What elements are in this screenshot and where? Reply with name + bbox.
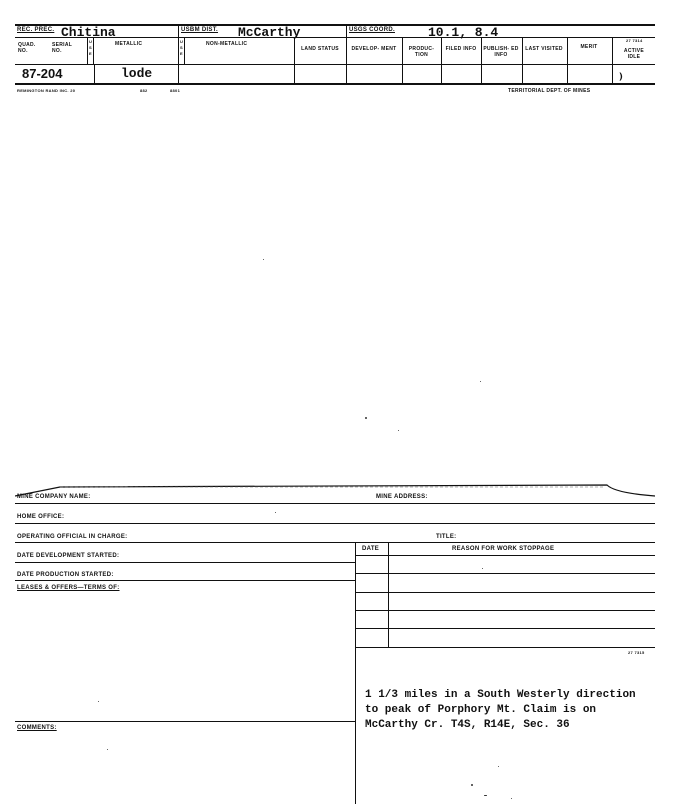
divider [355, 592, 655, 593]
date-production-started-label: DATE PRODUCTION STARTED: [17, 572, 114, 578]
speck [263, 259, 264, 260]
divider [178, 64, 179, 83]
speck [511, 798, 512, 799]
speck [471, 784, 473, 786]
divider [441, 37, 442, 83]
quad-serial-value: 87-204 [22, 66, 63, 81]
usgs-coord-label: USGS COORD. [349, 27, 395, 33]
speck [365, 417, 367, 419]
divider [355, 610, 655, 611]
footer-code-2: 8801 [170, 88, 181, 93]
form-number-bottom: 27 7315 [628, 650, 645, 655]
divider [355, 628, 655, 629]
merit-header: MERIT [580, 44, 598, 50]
location-note-line: McCarthy Cr. T4S, R14E, Sec. 36 [365, 719, 570, 731]
department-imprint: TERRITORIAL DEPT. OF MINES [508, 88, 591, 94]
last-visited-header: LAST VISITED [525, 46, 563, 52]
divider [355, 555, 655, 556]
home-office-label: HOME OFFICE: [17, 514, 65, 520]
mine-address-label: MINE ADDRESS: [376, 494, 428, 500]
speck [398, 430, 399, 431]
quad-no-header: QUAD. NO. [18, 42, 36, 54]
non-metallic-header: NON-METALLIC [206, 41, 248, 47]
speck [107, 749, 108, 750]
divider [184, 37, 185, 64]
divider [402, 37, 403, 83]
speck [482, 568, 483, 569]
location-note-line: 1 1/3 miles in a South Westerly direction [365, 689, 636, 701]
divider [15, 503, 655, 504]
divider [15, 542, 655, 543]
production-header: PRODUC- TION [408, 46, 435, 58]
column-header-divider [15, 64, 655, 65]
divider [567, 37, 568, 83]
location-note-line: to peak of Porphory Mt. Claim is on [365, 704, 597, 716]
divider [93, 37, 94, 64]
divider [94, 64, 95, 83]
speck [480, 381, 481, 382]
active-idle-mark: ⁾ [616, 72, 626, 90]
active-idle-header: ACTIVE IDLE [623, 48, 645, 60]
right-column-border [355, 542, 356, 804]
mine-company-name-label: MINE COMPANY NAME: [17, 494, 91, 500]
metallic-value: lode [121, 66, 153, 81]
published-info-header: PUBLISH- ED INFO [483, 46, 519, 58]
usbm-dist-label: USBM DIST. [181, 27, 219, 33]
operating-official-label: OPERATING OFFICIAL IN CHARGE: [17, 534, 128, 540]
printer-imprint: REMINGTON RAND INC. 20 [17, 88, 76, 93]
speck [98, 701, 99, 702]
comments-label: COMMENTS: [17, 725, 57, 731]
divider [15, 580, 355, 581]
footer-code-1: 882 [140, 88, 148, 93]
use-metallic-header: U S E [89, 39, 93, 56]
divider [522, 37, 523, 83]
development-header: DEVELOP- MENT [351, 46, 397, 52]
card-edge [15, 478, 660, 498]
divider [87, 37, 88, 64]
location-note [365, 688, 636, 733]
reason-column-header: REASON FOR WORK STOPPAGE [452, 546, 555, 552]
divider [355, 573, 655, 574]
form-number-top: 27 7314 [626, 38, 643, 43]
divider [15, 721, 355, 722]
use-nonmetallic-header: U S E [180, 39, 184, 56]
divider [612, 37, 613, 83]
usbm-dist-value: McCarthy [238, 25, 301, 40]
leases-offers-label: LEASES & OFFERS—TERMS OF: [17, 585, 120, 591]
speck [484, 795, 487, 796]
speck [498, 766, 499, 767]
divider [15, 523, 655, 524]
usgs-coord-value: 10.1, 8.4 [428, 25, 499, 40]
speck [275, 512, 276, 513]
divider [481, 37, 482, 83]
date-development-started-label: DATE DEVELOPMENT STARTED: [17, 553, 120, 559]
date-column-header: DATE [362, 546, 380, 552]
land-status-header: LAND STATUS [301, 46, 339, 52]
divider [346, 64, 347, 83]
title-label: TITLE: [436, 534, 457, 540]
rec-prec-value: Chitina [61, 25, 116, 40]
divider [294, 37, 295, 83]
divider [355, 647, 655, 648]
metallic-header: METALLIC [115, 41, 143, 47]
date-column-border [388, 542, 389, 647]
divider [15, 562, 355, 563]
serial-no-header: SERIAL NO. [52, 42, 73, 54]
rec-prec-label: REC. PREC. [17, 27, 55, 33]
filed-info-header: FILED INFO [445, 46, 477, 52]
bottom-border [15, 83, 655, 85]
